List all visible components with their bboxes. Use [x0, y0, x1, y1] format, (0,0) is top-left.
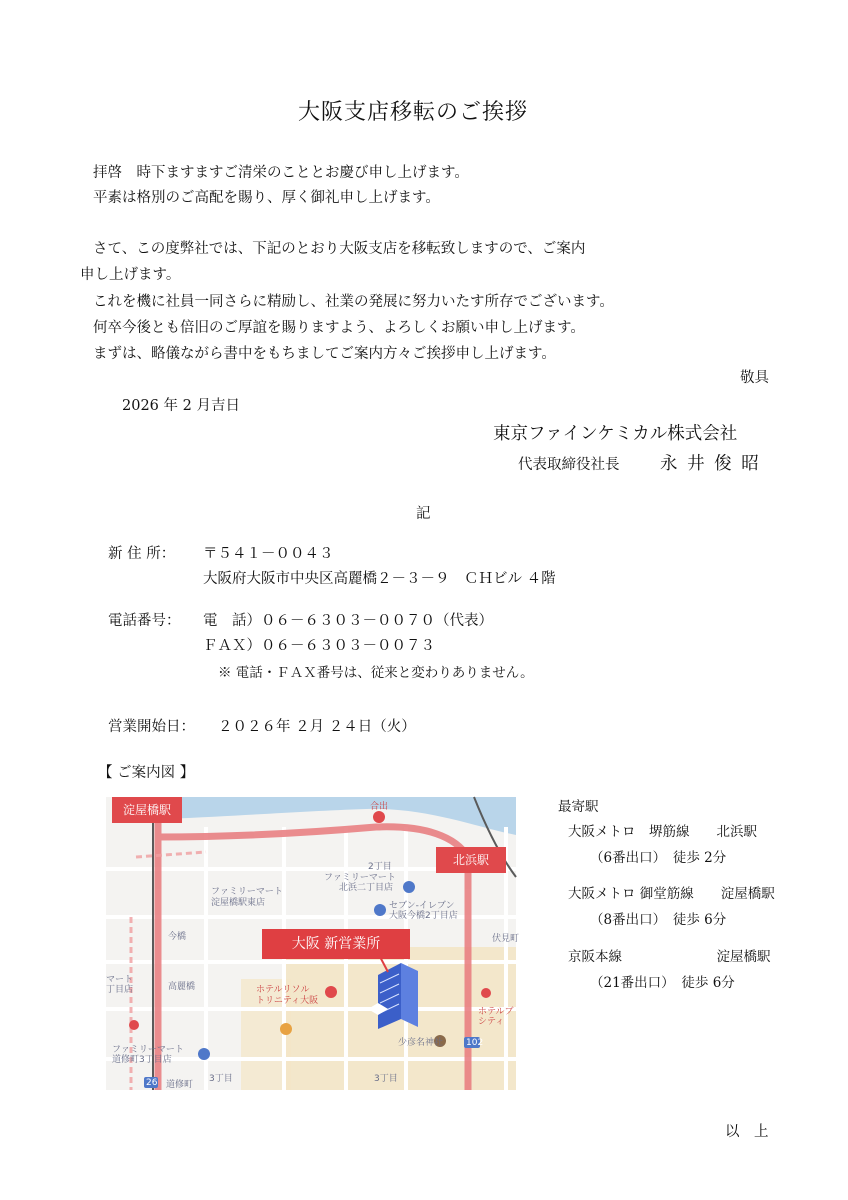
ki-heading: 記 [416, 506, 431, 522]
body-line-2: 申し上げます。 [80, 267, 181, 283]
greeting-line-1: 拝啓 時下ますますご清栄のこととお慶び申し上げます。 [93, 165, 469, 181]
address-line: 大阪府大阪市中央区高麗橋２－３－９ ＣＨビル ４階 [203, 571, 556, 587]
map-label-familymart-west: ファミリーマート 淀屋橋駅東店 [211, 887, 283, 908]
map-label-3chome-b: 3丁目 [374, 1074, 398, 1084]
map-label-mart-west: マート 丁目店 [106, 975, 134, 995]
station-3-line: 京阪本線 淀屋橋駅 [568, 949, 771, 965]
map-label-familymart-sw: ファミリーマート 道修町3丁目店 [112, 1045, 184, 1065]
phone-label: 電話番号： [108, 613, 181, 629]
address-label: 新 住 所： [108, 546, 176, 562]
map-label-shrine: 少彦名神社 [398, 1038, 444, 1048]
station-label-kitahama: 北浜駅 [436, 847, 506, 873]
body-line-4: 何卒今後とも倍旧のご厚誼を賜りますよう、よろしくお願い申し上げます。 [93, 320, 585, 336]
map-label-2chome: 2丁目 [368, 862, 392, 872]
date: 2026 年 2 月吉日 [122, 398, 240, 414]
map-label-doshomachi: 道修町 [166, 1080, 194, 1090]
map-label-route-102: 102 [466, 1038, 484, 1048]
map-label-route-26: 26 [146, 1078, 158, 1088]
greeting-line-2: 平素は格別のご高配を賜り、厚く御礼申し上げます。 [93, 190, 440, 206]
map-label-3chome-a: 3丁目 [209, 1074, 233, 1084]
phone-number: 電 話）０６－６３０３－００７０（代表） [203, 613, 493, 629]
nearest-heading: 最寄駅 [558, 799, 599, 815]
map-label-seven-eleven: セブン-イレブン 大阪今橋2丁目店 [389, 901, 458, 921]
map-label-familymart-north: ファミリーマート 北浜二丁目店 [324, 873, 396, 893]
access-map [106, 797, 520, 1090]
map-label-hotel-trinity: ホテルリソル トリニティ大阪 [256, 985, 319, 1006]
fax-number: ＦＡＸ）０６－６３０３－００７３ [203, 638, 435, 654]
phone-note: ※ 電話・ＦＡＸ番号は、従来と変わりありません。 [218, 665, 534, 681]
body-line-3: これを機に社員一同さらに精励し、社業の発展に努力いたす所存でございます。 [93, 294, 614, 310]
opening-date: ２０２６年 ２月 ２４日（火） [218, 719, 416, 735]
body-line-1: さて、この度弊社では、下記のとおり大阪支店を移転致しますので、ご案内 [93, 241, 586, 257]
station-2-line: 大阪メトロ 御堂筋線 淀屋橋駅 [568, 886, 775, 902]
station-1-line: 大阪メトロ 堺筋線 北浜駅 [568, 824, 757, 840]
closing-ijou: 以 上 [725, 1124, 769, 1140]
signer-title: 代表取締役社長 [518, 457, 620, 473]
station-2-detail: （8番出口） 徒歩 6分 [590, 912, 727, 928]
company-name: 東京ファインケミカル株式会社 [493, 424, 738, 444]
station-3-detail: （21番出口） 徒歩 6分 [590, 975, 735, 991]
station-1-detail: （6番出口） 徒歩 2分 [590, 850, 727, 866]
signer-name: 永 井 俊 昭 [660, 454, 761, 474]
body-line-5: まずは、略儀ながら書中をもちましてご案内方々ご挨拶申し上げます。 [93, 346, 556, 362]
map-label-imabashi: 今橋 [168, 932, 187, 942]
map-label-zoo: 合出 [370, 802, 389, 812]
closing-keigu: 敬具 [740, 370, 769, 386]
map-heading: 【 ご案内図 】 [98, 765, 195, 781]
postal-code: 〒５４１－００４３ [203, 546, 334, 562]
map-label-hotel-east: ホテルブ シティ [478, 1007, 514, 1027]
map-label-koraibashi: 高麗橋 [168, 982, 196, 992]
opening-label: 営業開始日： [108, 719, 195, 735]
office-label: 大阪 新営業所 [262, 929, 410, 959]
station-label-yodoyabashi: 淀屋橋駅 [112, 797, 182, 823]
page-title: 大阪支店移転のご挨拶 [298, 100, 529, 125]
map-label-fushimi: 伏見町 [492, 934, 520, 944]
